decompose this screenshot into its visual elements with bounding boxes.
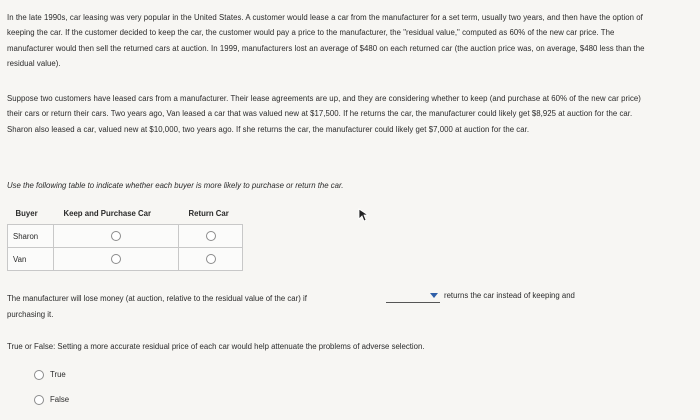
fill-in-text-after: returns the car instead of keeping and [444,291,575,300]
fill-in-text-line2: purchasing it. [7,309,54,319]
dropdown-arrow-icon [430,293,438,298]
option-true[interactable] [34,370,66,380]
header-keep-purchase: Keep and Purchase Car [63,209,152,218]
true-radio[interactable] [34,370,44,380]
option-false-label: False [50,395,70,405]
buyer-name-sharon: Sharon [8,225,54,248]
header-buyer: Buyer [15,209,38,218]
van-return-radio[interactable] [206,254,216,264]
van-keep-radio[interactable] [111,254,121,264]
buyer-choice-table [7,203,243,271]
false-radio[interactable] [34,395,44,405]
buyer-name-van: Van [8,248,54,271]
scenario-paragraph: Suppose two customers have leased cars from a manufacturer. Their lease agreements are up, and they are considering whether to keep (and purchase at 60% of the new car price) their cars or return their cars. Two years ago, Van leased a car that was valued new at $17,500. If he returns the car, the manufacturer could likely get $8,925 at auction for the car. Sharon also leased a car, valued new at $10,000, two years ago. If she returns the car, the manufacturer could likely get $7,000 at auction for the car. [7,94,641,134]
header-return: Return Car [188,209,229,218]
fill-in-sentence [7,291,307,322]
table-row [8,248,243,271]
option-true-label: True [50,370,66,380]
table-instruction: Use the following table to indicate whether each buyer is more likely to purchase or return the car. [7,181,344,190]
buyer-dropdown[interactable] [386,291,440,303]
table-row [8,225,243,248]
intro-paragraph: In the late 1990s, car leasing was very popular in the United States. A customer would lease a car from the manufacturer for a set term, usually two years, and then have the option of keeping the car. If the customer decided to keep the car, the customer would pay a price to the manufacturer, the "residual value," computed as 60% of the new car price. The manufacturer would then sell the returned cars at auction. In 1999, manufacturers lost an average of $480 on each returned car (the auction price was, on average, $480 less than the residual value). [7,13,645,68]
true-false-question: True or False: Setting a more accurate residual price of each car would help attenuate the problems of adverse selection. [7,342,425,351]
fill-in-text-before: The manufacturer will lose money (at auction, relative to the residual value of the car) if [7,294,307,303]
option-false[interactable] [34,395,69,405]
sharon-return-radio[interactable] [206,231,216,241]
mouse-cursor-icon [358,208,370,222]
sharon-keep-radio[interactable] [111,231,121,241]
